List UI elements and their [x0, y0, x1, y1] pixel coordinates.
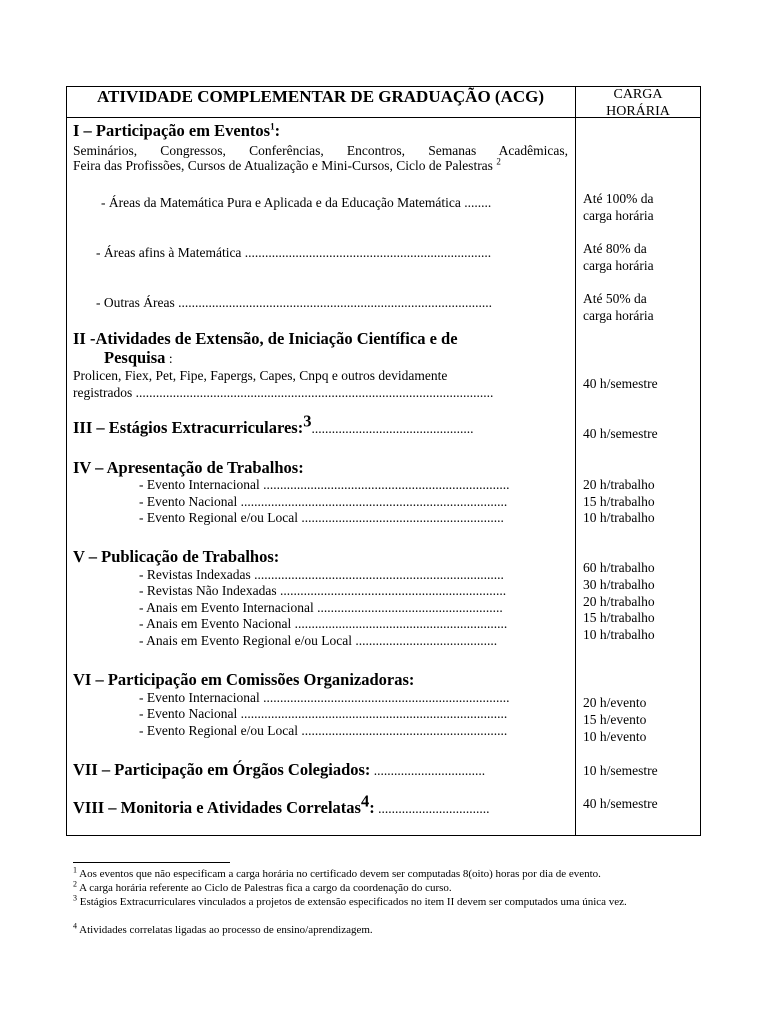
section-5-value-1: 60 h/trabalho: [583, 560, 655, 575]
section-1-item-2: - Áreas afins à Matemática .........................................................................: [96, 245, 492, 260]
footnote-4: $^4$ Atividades correlatas ligadas ao processo de ensino/aprendizagem.: [73, 921, 373, 936]
footnote-separator: [73, 862, 230, 863]
section-5-item-1: - Revistas Indexadas ..........................................................................: [139, 567, 504, 582]
section-4-value-2: 15 h/trabalho: [583, 494, 655, 509]
section-5-title: V – Publicação de Trabalhos:: [73, 547, 280, 566]
table-header-carga: [576, 86, 700, 120]
section-1-item-1: - Áreas da Matemática Pura e Aplicada e da Educação Matemática ........: [101, 195, 492, 210]
footnote-2: $^2$ A carga horária referente ao Ciclo de Palestras fica a cargo da coordenação do curso.: [73, 879, 452, 894]
section-6-item-2: - Evento Nacional ...............................................................................: [139, 706, 508, 721]
section-5-value-5: 10 h/trabalho: [583, 627, 655, 642]
section-1-item-1-value: Até 100% da carga horária: [583, 191, 654, 223]
footnote-3: $^3$ Estágios Extracurriculares vinculados a projetos de extensão especificados no item II devem ser computados uma única vez.: [73, 893, 627, 908]
section-3-title: III – Estágios Extracurriculares:$^3$................................................: [73, 411, 474, 437]
section-4-item-2: - Evento Nacional ...............................................................................: [139, 494, 508, 509]
section-4-value-3: 10 h/trabalho: [583, 510, 655, 525]
section-5-value-3: 20 h/trabalho: [583, 594, 655, 609]
section-5-item-2: - Revistas Não Indexadas ...................................................................: [139, 583, 507, 598]
section-2-value: 40 h/semestre: [583, 376, 658, 391]
section-7-value: 10 h/semestre: [583, 763, 658, 778]
section-4-item-3: - Evento Regional e/ou Local ............................................................: [139, 510, 504, 525]
footnote-1: $^1$ Aos eventos que não especificam a carga horária no certificado devem ser computadas 8(oito) horas por dia de evento.: [73, 865, 601, 880]
section-8-value: 40 h/semestre: [583, 796, 658, 811]
section-5-item-5: - Anais em Evento Regional e/ou Local ..........................................: [139, 633, 498, 648]
section-6-value-2: 15 h/evento: [583, 712, 647, 727]
section-7-title: VII – Participação em Órgãos Colegiados: .................................: [73, 760, 486, 779]
section-5-value-2: 30 h/trabalho: [583, 577, 655, 592]
section-6-title: VI – Participação em Comissões Organizadoras:: [73, 670, 415, 689]
section-2-title-line2: Pesquisa :: [104, 348, 173, 367]
section-1-desc-line2: Feira das Profissões, Cursos de Atualização e Mini-Cursos, Ciclo de Palestras $^2$: [73, 156, 501, 173]
column-divider: [575, 86, 576, 836]
section-4-title: IV – Apresentação de Trabalhos:: [73, 458, 304, 477]
section-5-item-4: - Anais em Evento Nacional ...............................................................: [139, 616, 508, 631]
section-1-item-2-value: Até 80% da carga horária: [583, 241, 654, 273]
section-6-item-3: - Evento Regional e/ou Local .............................................................: [139, 723, 508, 738]
section-4-item-1: - Evento Internacional .........................................................................: [139, 477, 510, 492]
section-8-title: VIII – Monitoria e Atividades Correlatas$^4$: .................................: [73, 791, 490, 817]
section-1-item-3: - Outras Áreas .............................................................................................: [96, 295, 492, 310]
section-6-value-1: 20 h/evento: [583, 695, 647, 710]
section-5-item-3: - Anais em Evento Internacional .......................................................: [139, 600, 503, 615]
carga-line1: CARGA: [613, 87, 663, 102]
section-3-value: 40 h/semestre: [583, 426, 658, 441]
section-6-value-3: 10 h/evento: [583, 729, 647, 744]
section-2-title-line1: II -Atividades de Extensão, de Iniciação Científica e de: [73, 329, 458, 348]
carga-line2: HORÁRIA: [606, 104, 670, 119]
section-4-value-1: 20 h/trabalho: [583, 477, 655, 492]
section-2-desc-line2: registrados ..........................................................................................................: [73, 385, 494, 400]
section-1-title: I – Participação em Eventos$^1$:: [73, 121, 281, 140]
section-6-item-1: - Evento Internacional .........................................................................: [139, 690, 510, 705]
section-2-desc-line1: Prolicen, Fiex, Pet, Fipe, Fapergs, Capes, Cnpq e outros devidamente: [73, 368, 448, 383]
section-5-value-4: 15 h/trabalho: [583, 610, 655, 625]
table-header-title: ATIVIDADE COMPLEMENTAR DE GRADUAÇÃO (ACG): [96, 87, 545, 106]
section-1-item-3-value: Até 50% da carga horária: [583, 291, 654, 323]
section-1-desc-line1: Seminários, Congressos, Conferências, Encontros, Semanas Acadêmicas,: [73, 143, 568, 158]
